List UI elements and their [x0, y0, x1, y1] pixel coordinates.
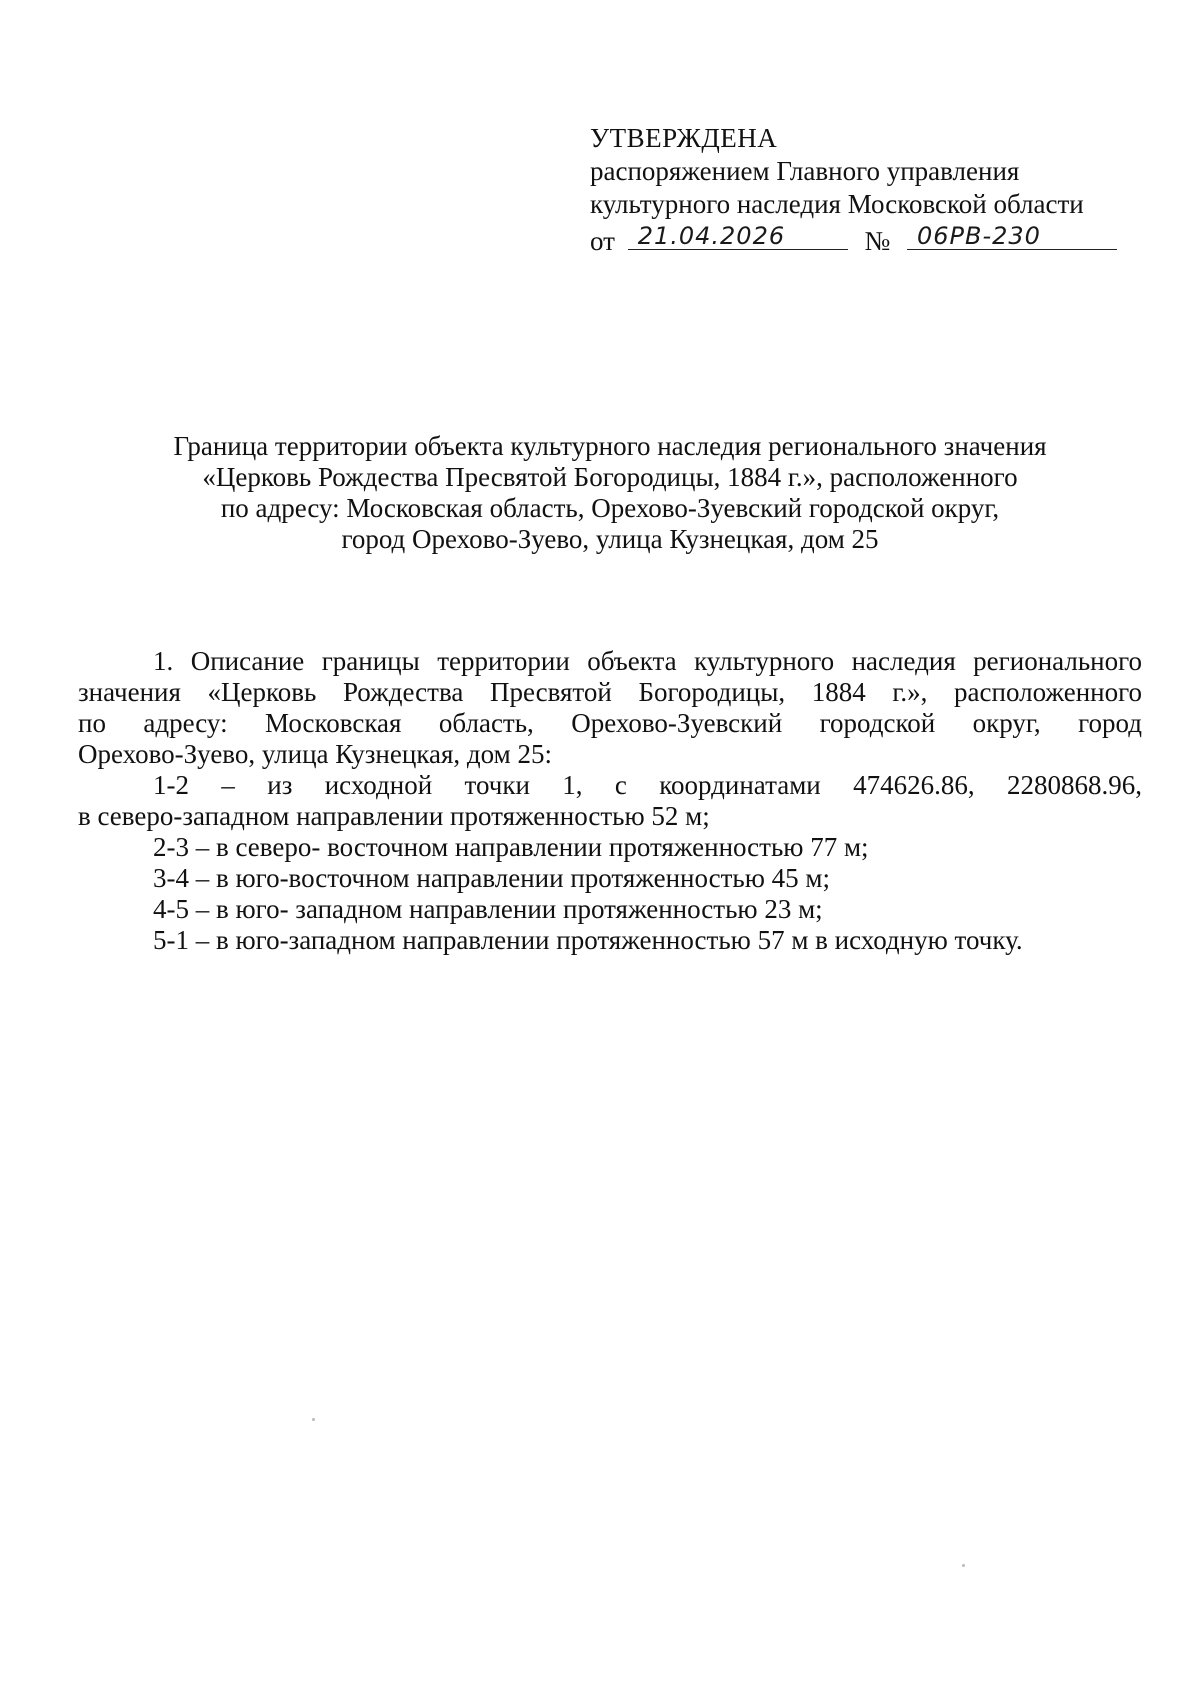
approval-date-line [590, 221, 1130, 258]
handwritten-number: 06РВ-230 [916, 222, 1041, 250]
segment-1-2-line-2: в северо-западном направлении протяженностью 52 м; [78, 801, 710, 831]
handwritten-date: 21.04.2026 [637, 222, 786, 250]
title-line-4: город Орехово-Зуево, улица Кузнецкая, дом 25 [341, 524, 879, 554]
approval-line-1: распоряжением Главного управления [590, 156, 1020, 186]
segment-5-1: 5-1 – в юго-западном направлении протяженностью 57 м в исходную точку. [153, 925, 1023, 955]
title-line-3: по адресу: Московская область, Орехово-Зуевский городской округ, [220, 493, 1000, 523]
number-prefix: № [864, 226, 891, 256]
date-field [628, 221, 848, 250]
segment-4-5: 4-5 – в юго- западном направлении протяженностью 23 м; [153, 894, 823, 924]
section1-line-2: значения «Церковь Рождества Пресвятой Богородицы, 1884 г.», расположенного [78, 677, 1142, 707]
document-body [78, 646, 1142, 956]
section1-line-1: 1. Описание границы территории объекта культурного наследия регионального [153, 646, 1142, 676]
title-line-1: Граница территории объекта культурного наследия регионального значения [173, 431, 1047, 461]
segment-3-4: 3-4 – в юго-восточном направлении протяженностью 45 м; [153, 863, 830, 893]
segment-2-3: 2-3 – в северо- восточном направлении протяженностью 77 м; [153, 832, 869, 862]
document-title [110, 431, 1110, 555]
title-line-2: «Церковь Рождества Пресвятой Богородицы, 1884 г.», расположенного [202, 462, 1018, 492]
segment-1-2-line-1: 1-2 – из исходной точки 1, с координатами 474626.86, 2280868.96, [153, 770, 1142, 800]
number-field [907, 221, 1117, 250]
approval-heading: УТВЕРЖДЕНА [590, 123, 778, 153]
date-prefix: от [590, 226, 615, 256]
section1-line-4: Орехово-Зуево, улица Кузнецкая, дом 25: [78, 739, 552, 769]
approval-line-2: культурного наследия Московской области [590, 189, 1084, 219]
approval-block [590, 122, 1130, 258]
section1-line-3: по адресу: Московская область, Орехово-Зуевский городской округ, город [78, 708, 1142, 738]
